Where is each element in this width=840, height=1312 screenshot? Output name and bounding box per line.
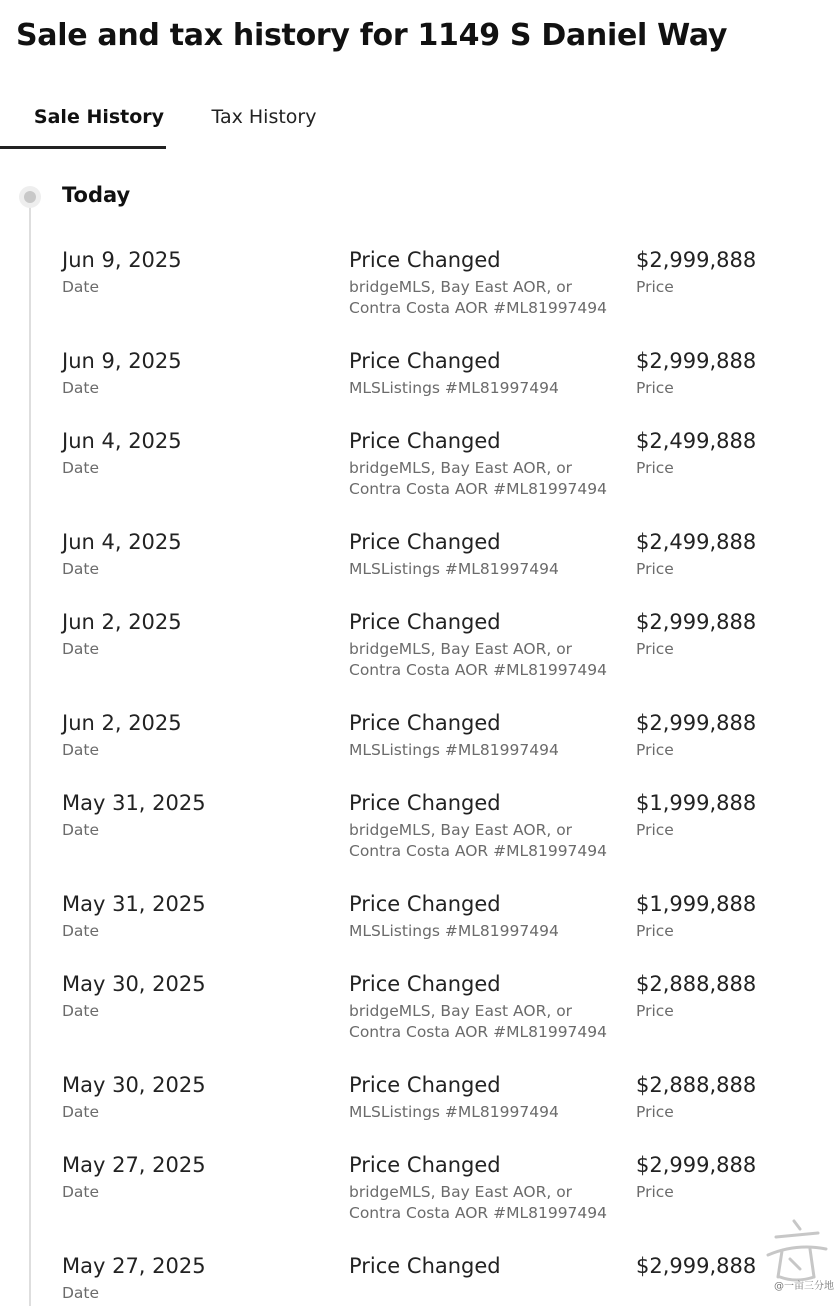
event-date: Jun 2, 2025 xyxy=(62,711,182,735)
event-source: bridgeMLS, Bay East AOR, or Contra Costa AOR #ML81997494 xyxy=(349,278,608,317)
event-date-column xyxy=(62,1151,332,1202)
event-date-column xyxy=(62,608,332,659)
event-type: Price Changed xyxy=(349,711,501,735)
event-date-caption: Date xyxy=(62,640,100,658)
event-source: MLSListings #ML81997494 xyxy=(349,741,559,759)
event-type-column xyxy=(349,1252,619,1280)
event-price-caption: Price xyxy=(636,278,674,296)
event-price: $2,888,888 xyxy=(636,972,757,996)
event-price-column xyxy=(636,528,826,579)
event-date: May 31, 2025 xyxy=(62,791,206,815)
event-price-caption: Price xyxy=(636,821,674,839)
event-source: MLSListings #ML81997494 xyxy=(349,379,559,397)
event-type: Price Changed xyxy=(349,530,501,554)
event-type-column xyxy=(349,1151,619,1223)
event-date: May 27, 2025 xyxy=(62,1153,206,1177)
event-date-caption: Date xyxy=(62,821,100,839)
event-type-column xyxy=(349,347,619,399)
event-date: May 30, 2025 xyxy=(62,1073,206,1097)
timeline-today-label: Today xyxy=(62,183,131,207)
event-date-column xyxy=(62,246,332,297)
event-price-column xyxy=(636,246,826,297)
history-tabs xyxy=(16,86,836,150)
event-date: Jun 9, 2025 xyxy=(62,248,182,272)
history-event-row xyxy=(62,1252,832,1312)
event-date-caption: Date xyxy=(62,1103,100,1121)
sale-history-list xyxy=(62,246,832,1312)
event-price: $2,999,888 xyxy=(636,1153,757,1177)
event-price: $2,888,888 xyxy=(636,1073,757,1097)
event-price-caption: Price xyxy=(636,741,674,759)
event-type-column xyxy=(349,890,619,942)
event-price-caption: Price xyxy=(636,1183,674,1201)
event-date-caption: Date xyxy=(62,560,100,578)
event-price: $1,999,888 xyxy=(636,892,757,916)
event-type: Price Changed xyxy=(349,1073,501,1097)
event-source: MLSListings #ML81997494 xyxy=(349,922,559,940)
event-type-column xyxy=(349,1071,619,1123)
event-source: MLSListings #ML81997494 xyxy=(349,1103,559,1121)
event-type: Price Changed xyxy=(349,429,501,453)
history-event-row xyxy=(62,528,832,608)
timeline-today-dot xyxy=(19,186,41,208)
event-price: $2,999,888 xyxy=(636,349,757,373)
event-date-column xyxy=(62,528,332,579)
event-type-column xyxy=(349,528,619,580)
event-price-caption: Price xyxy=(636,640,674,658)
event-type: Price Changed xyxy=(349,892,501,916)
history-event-row xyxy=(62,608,832,709)
history-event-row xyxy=(62,970,832,1071)
event-price-caption: Price xyxy=(636,1002,674,1020)
event-type: Price Changed xyxy=(349,1153,501,1177)
event-date-caption: Date xyxy=(62,459,100,477)
event-date: May 31, 2025 xyxy=(62,892,206,916)
event-price-column xyxy=(636,789,826,840)
event-date-caption: Date xyxy=(62,1183,100,1201)
watermark-text: @一亩三分地 xyxy=(774,1281,834,1292)
event-source: bridgeMLS, Bay East AOR, or Contra Costa AOR #ML81997494 xyxy=(349,1183,608,1222)
event-date-column xyxy=(62,709,332,760)
event-type-column xyxy=(349,789,619,861)
history-event-row xyxy=(62,347,832,427)
event-date: May 30, 2025 xyxy=(62,972,206,996)
event-date: Jun 9, 2025 xyxy=(62,349,182,373)
event-price-column xyxy=(636,347,826,398)
event-type: Price Changed xyxy=(349,349,501,373)
event-type: Price Changed xyxy=(349,972,501,996)
timeline-line xyxy=(29,206,31,1306)
event-price: $2,999,888 xyxy=(636,1254,757,1278)
event-date-column xyxy=(62,970,332,1021)
event-type-column xyxy=(349,246,619,318)
event-source: MLSListings #ML81997494 xyxy=(349,560,559,578)
event-date: May 27, 2025 xyxy=(62,1254,206,1278)
event-type-column xyxy=(349,970,619,1042)
page-title: Sale and tax history for 1149 S Daniel Way xyxy=(16,18,728,53)
event-price-caption: Price xyxy=(636,922,674,940)
event-price-column xyxy=(636,427,826,478)
event-type-column xyxy=(349,427,619,499)
timeline-today-dot-inner xyxy=(24,191,36,203)
event-type: Price Changed xyxy=(349,1254,501,1278)
event-date-caption: Date xyxy=(62,922,100,940)
event-date-caption: Date xyxy=(62,379,100,397)
event-price-column xyxy=(636,970,826,1021)
event-price-column xyxy=(636,608,826,659)
history-event-row xyxy=(62,890,832,970)
event-price-caption: Price xyxy=(636,459,674,477)
history-event-row xyxy=(62,246,832,347)
event-date-column xyxy=(62,1252,332,1303)
event-price: $2,999,888 xyxy=(636,248,757,272)
event-price-caption: Price xyxy=(636,379,674,397)
active-tab-indicator xyxy=(0,146,166,149)
event-date-column xyxy=(62,1071,332,1122)
event-price-caption: Price xyxy=(636,1103,674,1121)
event-date-column xyxy=(62,427,332,478)
history-event-row xyxy=(62,709,832,789)
event-price-column xyxy=(636,1071,826,1122)
event-date-caption: Date xyxy=(62,1284,100,1302)
history-event-row xyxy=(62,789,832,890)
event-source: bridgeMLS, Bay East AOR, or Contra Costa AOR #ML81997494 xyxy=(349,459,608,498)
event-type: Price Changed xyxy=(349,791,501,815)
event-type: Price Changed xyxy=(349,610,501,634)
history-event-row xyxy=(62,1071,832,1151)
event-date-column xyxy=(62,789,332,840)
event-type-column xyxy=(349,608,619,680)
event-date: Jun 4, 2025 xyxy=(62,530,182,554)
event-type-column xyxy=(349,709,619,761)
event-date: Jun 4, 2025 xyxy=(62,429,182,453)
event-price: $2,999,888 xyxy=(636,711,757,735)
event-price-caption: Price xyxy=(636,560,674,578)
event-date-column xyxy=(62,347,332,398)
tab-sale-history[interactable]: Sale History xyxy=(33,106,165,128)
history-event-row xyxy=(62,427,832,528)
event-date-caption: Date xyxy=(62,741,100,759)
event-source: bridgeMLS, Bay East AOR, or Contra Costa AOR #ML81997494 xyxy=(349,1002,608,1041)
event-price-column xyxy=(636,890,826,941)
event-source: bridgeMLS, Bay East AOR, or Contra Costa AOR #ML81997494 xyxy=(349,821,608,860)
event-price-column xyxy=(636,709,826,760)
event-price-column xyxy=(636,1151,826,1202)
event-type: Price Changed xyxy=(349,248,501,272)
tab-tax-history[interactable]: Tax History xyxy=(211,106,317,128)
event-price: $2,499,888 xyxy=(636,429,757,453)
event-price: $2,499,888 xyxy=(636,530,757,554)
event-date-caption: Date xyxy=(62,1002,100,1020)
event-price: $2,999,888 xyxy=(636,610,757,634)
event-date: Jun 2, 2025 xyxy=(62,610,182,634)
event-date-caption: Date xyxy=(62,278,100,296)
event-source: bridgeMLS, Bay East AOR, or Contra Costa AOR #ML81997494 xyxy=(349,640,608,679)
history-event-row xyxy=(62,1151,832,1252)
event-date-column xyxy=(62,890,332,941)
event-price: $1,999,888 xyxy=(636,791,757,815)
